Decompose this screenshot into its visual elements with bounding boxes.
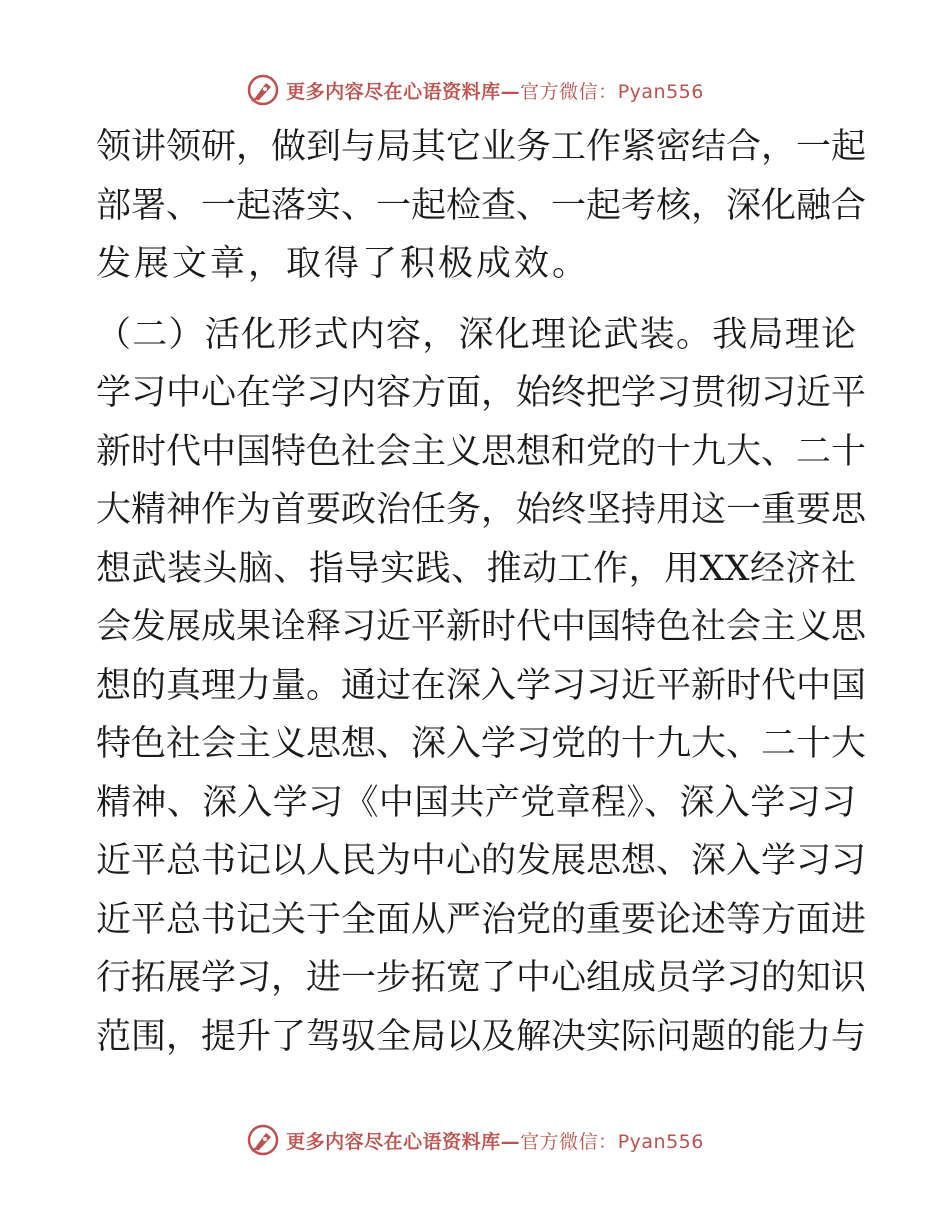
text-line: 范围，提升了驾驭全局以及解决实际问题的能力与 — [96, 1016, 867, 1057]
text-line: 精神、深入学习《中国共产党章程》、深入学习习 — [96, 782, 856, 823]
header-separator: — — [500, 80, 521, 103]
text-line: 行拓展学习，进一步拓宽了中心组成员学习的知识 — [96, 958, 867, 998]
footer-separator: — — [500, 1130, 521, 1153]
text-line: 发展文章，取得了积极成效。 — [96, 244, 591, 284]
header-wechat-label: 官方微信： — [520, 80, 618, 103]
text-line: 会发展成果诠释习近平新时代中国特色社会主义思 — [96, 607, 867, 647]
footer-banner — [0, 1120, 950, 1160]
footer-banner-text — [286, 1127, 704, 1154]
header-wechat-id: Pyan556 — [617, 80, 704, 103]
header-banner — [0, 70, 950, 110]
paragraph-2 — [96, 306, 867, 1067]
footer-site-text: 更多内容尽在心语资料库 — [286, 1130, 501, 1153]
text-line: 近平总书记关于全面从严治党的重要论述等方面进 — [96, 899, 867, 940]
pen-nib-logo-icon — [246, 1123, 280, 1157]
text-line: 特色社会主义思想、深入学习党的十九大、二十大 — [96, 724, 867, 764]
text-line: 新时代中国特色社会主义思想和党的十九大、二十 — [96, 431, 867, 472]
text-line: 想武装头脑、指导实践、推动工作，用XX经济社 — [96, 548, 856, 589]
text-line: 学习中心在学习内容方面，始终把学习贯彻习近平 — [96, 373, 867, 413]
body-text — [96, 118, 867, 1066]
paragraph-1 — [96, 118, 867, 294]
pen-nib-logo-icon — [246, 73, 280, 107]
text-line: 领讲领研，做到与局其它业务工作紧密结合，一起 — [96, 127, 867, 167]
text-line: 近平总书记以人民为中心的发展思想、深入学习习 — [96, 841, 867, 881]
text-line: （二）活化形式内容，深化理论武装。我局理论 — [96, 314, 856, 355]
text-line: 想的真理力量。通过在深入学习习近平新时代中国 — [96, 665, 867, 706]
text-line: 部署、一起落实、一起检查、一起考核，深化融合 — [96, 185, 867, 226]
text-line: 大精神作为首要政治任务，始终坚持用这一重要思 — [96, 490, 867, 530]
header-banner-text — [286, 77, 704, 104]
footer-wechat-id: Pyan556 — [617, 1130, 704, 1153]
header-site-text: 更多内容尽在心语资料库 — [286, 80, 501, 103]
footer-wechat-label: 官方微信： — [520, 1130, 618, 1153]
